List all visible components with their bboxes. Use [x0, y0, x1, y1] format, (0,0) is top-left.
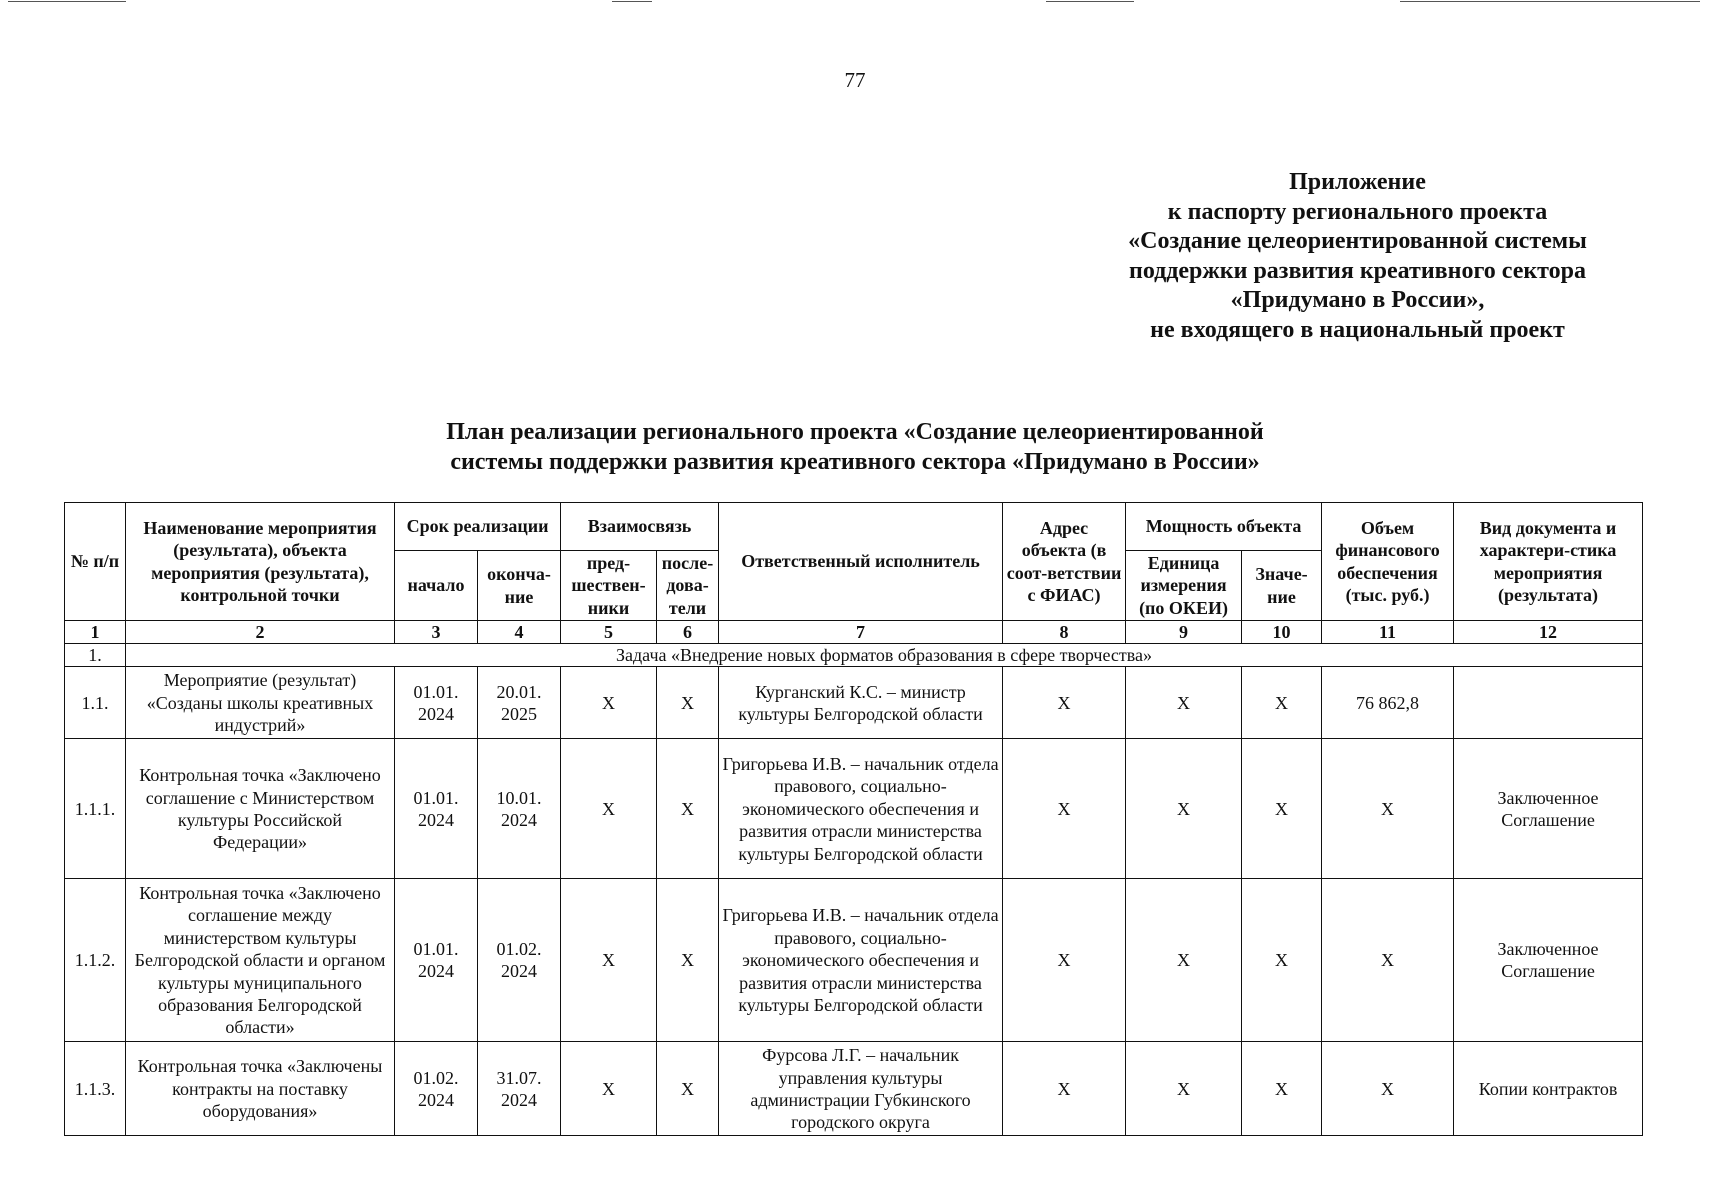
scan-edge-line [612, 1, 652, 2]
row-unit: X [1126, 667, 1242, 739]
row-doc: Заключенное Соглашение [1454, 879, 1643, 1042]
header-responsible: Ответственный исполнитель [719, 503, 1003, 621]
row-unit: X [1126, 739, 1242, 879]
column-number: 8 [1003, 621, 1126, 644]
header-relation: Взаимосвязь [561, 503, 719, 551]
table-row [65, 739, 1643, 879]
row-successors: X [657, 667, 719, 739]
header-value: Значе-ние [1242, 551, 1322, 621]
row-name: Контрольная точка «Заключено соглашение между министерством культуры Белгородской области и органом культуры муниципального образования Белгородской области» [126, 879, 395, 1042]
row-successors: X [657, 879, 719, 1042]
scan-edge-line [1046, 1, 1134, 2]
task-row [65, 644, 1643, 667]
column-number: 4 [478, 621, 561, 644]
column-number: 7 [719, 621, 1003, 644]
header-predecessors: пред-шествен-ники [561, 551, 657, 621]
page-number: 77 [844, 68, 866, 92]
row-end-date: 01.02. 2024 [478, 879, 561, 1042]
row-num: 1.1.3. [65, 1042, 126, 1136]
scan-edge-line [1400, 1, 1700, 2]
row-address: X [1003, 739, 1126, 879]
row-name: Контрольная точка «Заключено соглашение с Министерством культуры Российской Федерации» [126, 739, 395, 879]
row-address: X [1003, 1042, 1126, 1136]
plan-title-line: системы поддержки развития креативного сектора «Придумано в России» [450, 448, 1260, 475]
row-name: Мероприятие (результат) «Созданы школы креативных индустрий» [126, 667, 395, 739]
plan-title-line: План реализации регионального проекта «Создание целеориентированной [446, 419, 1264, 445]
table-row [65, 1042, 1643, 1136]
row-doc: Копии контрактов [1454, 1042, 1643, 1136]
row-address: X [1003, 667, 1126, 739]
row-predecessors: X [561, 1042, 657, 1136]
row-num: 1.1.2. [65, 879, 126, 1042]
row-start-date: 01.01. 2024 [395, 739, 478, 879]
column-number: 1 [65, 621, 126, 644]
row-doc: Заключенное Соглашение [1454, 739, 1643, 879]
row-value: X [1242, 667, 1322, 739]
row-finance: X [1322, 739, 1454, 879]
row-doc [1454, 667, 1643, 739]
column-number: 9 [1126, 621, 1242, 644]
row-num: 1.1. [65, 667, 126, 739]
header-name: Наименование мероприятия (результата), объекта мероприятия (результата), контрольной точки [126, 503, 395, 621]
row-responsible: Фурсова Л.Г. – начальник управления культуры администрации Губкинского городского округа [719, 1042, 1003, 1136]
table-row [65, 879, 1643, 1042]
row-finance: 76 862,8 [1322, 667, 1454, 739]
row-value: X [1242, 879, 1322, 1042]
row-start-date: 01.02. 2024 [395, 1042, 478, 1136]
header-capacity: Мощность объекта [1126, 503, 1322, 551]
column-number: 2 [126, 621, 395, 644]
appendix-line: «Придумано в России», [1230, 287, 1485, 313]
plan-title [255, 418, 1455, 477]
column-number: 11 [1322, 621, 1454, 644]
header-term: Срок реализации [395, 503, 561, 551]
scan-edge-line [8, 1, 126, 2]
table-row [65, 667, 1643, 739]
header-doc-type: Вид документа и характери-стика мероприятия (результата) [1454, 503, 1643, 621]
header-finance: Объем финансового обеспечения (тыс. руб.) [1322, 503, 1454, 621]
row-responsible: Григорьева И.В. – начальник отдела правового, социально-экономического обеспечения и развития отрасли министерства культуры Белгородской области [719, 879, 1003, 1042]
column-number: 10 [1242, 621, 1322, 644]
column-number: 3 [395, 621, 478, 644]
row-successors: X [657, 739, 719, 879]
row-start-date: 01.01. 2024 [395, 667, 478, 739]
column-number: 6 [657, 621, 719, 644]
header-successors: после-дова-тели [657, 551, 719, 621]
implementation-plan-table [64, 502, 1643, 1136]
header-address: Адрес объекта (в соот-ветствии с ФИАС) [1003, 503, 1126, 621]
column-number: 5 [561, 621, 657, 644]
row-unit: X [1126, 879, 1242, 1042]
row-end-date: 20.01. 2025 [478, 667, 561, 739]
appendix-line: к паспорту регионального проекта [1167, 198, 1548, 225]
header-start: начало [395, 551, 478, 621]
appendix-line: Приложение [1289, 169, 1426, 195]
row-start-date: 01.01. 2024 [395, 879, 478, 1042]
row-responsible: Курганский К.С. – министр культуры Белгородской области [719, 667, 1003, 739]
appendix-line: поддержки развития креативного сектора [1128, 257, 1587, 284]
row-predecessors: X [561, 739, 657, 879]
row-finance: X [1322, 1042, 1454, 1136]
row-finance: X [1322, 879, 1454, 1042]
task-num: 1. [65, 644, 126, 667]
row-successors: X [657, 1042, 719, 1136]
row-value: X [1242, 739, 1322, 879]
appendix-line: «Создание целеориентированной системы [1128, 228, 1587, 254]
row-unit: X [1126, 1042, 1242, 1136]
row-predecessors: X [561, 879, 657, 1042]
header-num: № п/п [65, 503, 126, 621]
column-number: 12 [1454, 621, 1643, 644]
row-predecessors: X [561, 667, 657, 739]
header-end: оконча-ние [478, 551, 561, 621]
header-unit: Единица измерения (по ОКЕИ) [1126, 551, 1242, 621]
appendix-line: не входящего в национальный проект [1150, 316, 1565, 343]
row-end-date: 31.07. 2024 [478, 1042, 561, 1136]
row-address: X [1003, 879, 1126, 1042]
row-num: 1.1.1. [65, 739, 126, 879]
row-end-date: 10.01. 2024 [478, 739, 561, 879]
task-text: Задача «Внедрение новых форматов образования в сфере творчества» [126, 644, 1643, 667]
appendix-heading [1095, 168, 1620, 345]
row-responsible: Григорьева И.В. – начальник отдела правового, социально-экономического обеспечения и развития отрасли министерства культуры Белгородской области [719, 739, 1003, 879]
row-name: Контрольная точка «Заключены контракты на поставку оборудования» [126, 1042, 395, 1136]
row-value: X [1242, 1042, 1322, 1136]
